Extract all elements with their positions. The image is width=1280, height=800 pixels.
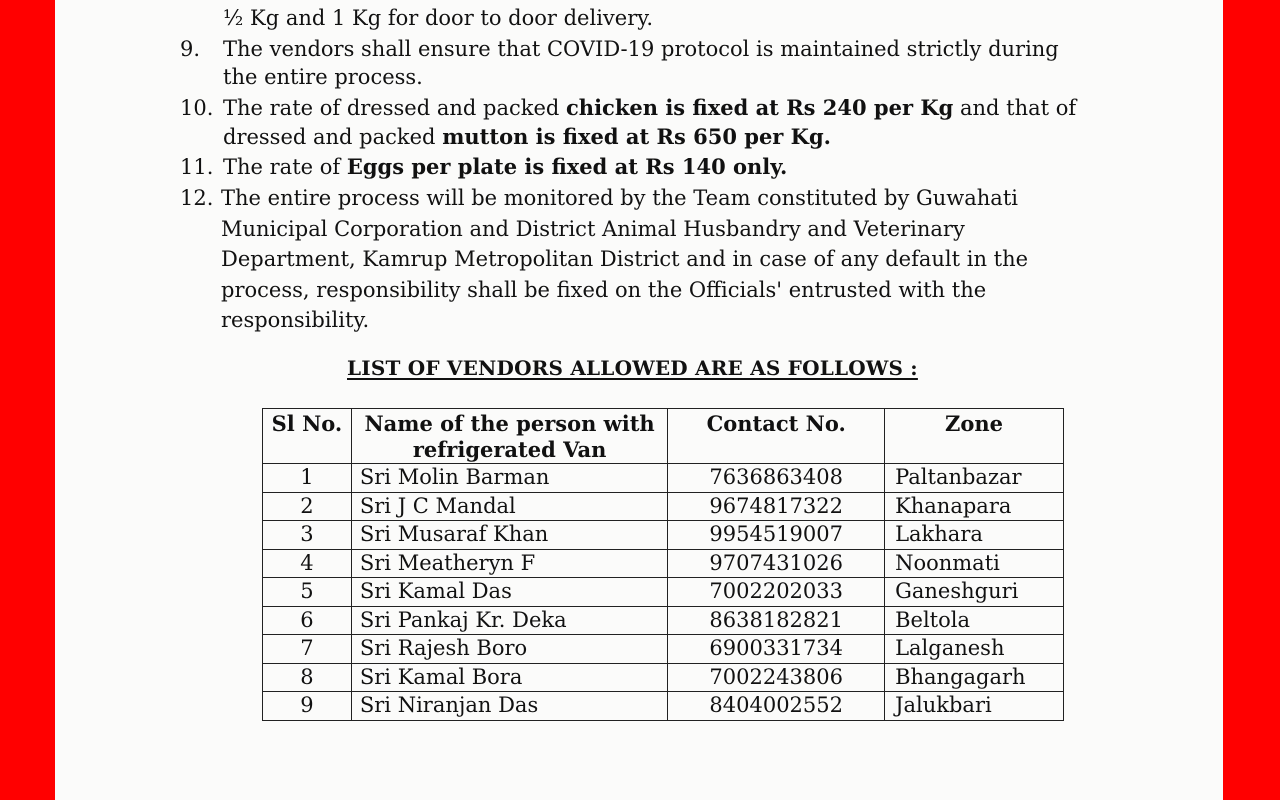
cell-contact: 8404002552 <box>668 692 885 721</box>
cell-contact: 7002202033 <box>668 578 885 607</box>
cell-name: Sri Molin Barman <box>351 464 667 493</box>
vendor-table-header-row <box>263 409 1064 464</box>
item-9-line-2: the entire process. <box>223 65 423 89</box>
cell-contact: 8638182821 <box>668 606 885 635</box>
table-row <box>263 549 1064 578</box>
item-10-chicken-rate: chicken is fixed at Rs 240 per Kg <box>566 95 954 120</box>
item-9-line-1: The vendors shall ensure that COVID-19 protocol is maintained strictly during <box>223 37 1059 61</box>
vendor-table <box>262 408 1064 721</box>
cell-sl: 8 <box>263 663 352 692</box>
header-zone: Zone <box>885 409 1064 464</box>
cell-contact: 7002243806 <box>668 663 885 692</box>
item-11-line <box>223 153 787 181</box>
cell-zone: Noonmati <box>885 549 1064 578</box>
cell-sl: 4 <box>263 549 352 578</box>
item-9-number: 9. <box>180 37 201 61</box>
cell-sl: 1 <box>263 464 352 493</box>
item-10-text-a: The rate of dressed and packed <box>223 96 560 120</box>
cell-contact: 9674817322 <box>668 492 885 521</box>
cell-name: Sri Pankaj Kr. Deka <box>351 606 667 635</box>
header-name: Name of the person with refrigerated Van <box>351 409 667 464</box>
cell-sl: 9 <box>263 692 352 721</box>
cell-name: Sri Kamal Das <box>351 578 667 607</box>
table-row <box>263 692 1064 721</box>
table-row <box>263 635 1064 664</box>
cell-contact: 7636863408 <box>668 464 885 493</box>
item-12-line-2: Municipal Corporation and District Animal Husbandry and Veterinary <box>221 217 965 241</box>
table-row <box>263 464 1064 493</box>
table-row <box>263 578 1064 607</box>
item-10-line-1 <box>223 94 1076 122</box>
table-row <box>263 521 1064 550</box>
cell-contact: 6900331734 <box>668 635 885 664</box>
cell-zone: Khanapara <box>885 492 1064 521</box>
cell-zone: Ganeshguri <box>885 578 1064 607</box>
item-10-text-b: and that of <box>959 96 1077 120</box>
cell-name: Sri Kamal Bora <box>351 663 667 692</box>
header-contact: Contact No. <box>668 409 885 464</box>
item-12-number: 12. <box>180 186 214 210</box>
cell-zone: Lakhara <box>885 521 1064 550</box>
cell-name: Sri Rajesh Boro <box>351 635 667 664</box>
cell-zone: Beltola <box>885 606 1064 635</box>
item-10-line-2 <box>223 123 831 151</box>
header-sl-no: Sl No. <box>263 409 352 464</box>
item-8-tail: ½ Kg and 1 Kg for door to door delivery. <box>223 6 653 30</box>
item-12-line-1: The entire process will be monitored by the Team constituted by Guwahati <box>221 186 1018 210</box>
item-10-mutton-rate: mutton is fixed at Rs 650 per Kg. <box>442 124 831 149</box>
cell-name: Sri Meatheryn F <box>351 549 667 578</box>
cell-sl: 7 <box>263 635 352 664</box>
item-11-text-a: The rate of <box>223 155 341 179</box>
cell-zone: Bhangagarh <box>885 663 1064 692</box>
cell-name: Sri J C Mandal <box>351 492 667 521</box>
item-10-text-c: dressed and packed <box>223 125 436 149</box>
item-11-egg-rate: Eggs per plate is fixed at Rs 140 only. <box>346 154 788 179</box>
cell-name: Sri Musaraf Khan <box>351 521 667 550</box>
item-10-number: 10. <box>180 96 214 120</box>
table-row <box>263 606 1064 635</box>
item-12-line-5: responsibility. <box>221 308 370 332</box>
cell-sl: 6 <box>263 606 352 635</box>
table-row <box>263 663 1064 692</box>
item-12-line-4: process, responsibility shall be fixed on the Officials' entrusted with the <box>221 278 987 302</box>
item-12-line-3: Department, Kamrup Metropolitan District and in case of any default in the <box>221 247 1029 271</box>
cell-sl: 5 <box>263 578 352 607</box>
cell-sl: 3 <box>263 521 352 550</box>
cell-zone: Jalukbari <box>885 692 1064 721</box>
table-row <box>263 492 1064 521</box>
cell-zone: Paltanbazar <box>885 464 1064 493</box>
cell-zone: Lalganesh <box>885 635 1064 664</box>
cell-contact: 9707431026 <box>668 549 885 578</box>
cell-contact: 9954519007 <box>668 521 885 550</box>
vendor-list-heading: LIST OF VENDORS ALLOWED ARE AS FOLLOWS : <box>347 356 918 380</box>
item-11-number: 11. <box>180 155 214 179</box>
cell-sl: 2 <box>263 492 352 521</box>
cell-name: Sri Niranjan Das <box>351 692 667 721</box>
